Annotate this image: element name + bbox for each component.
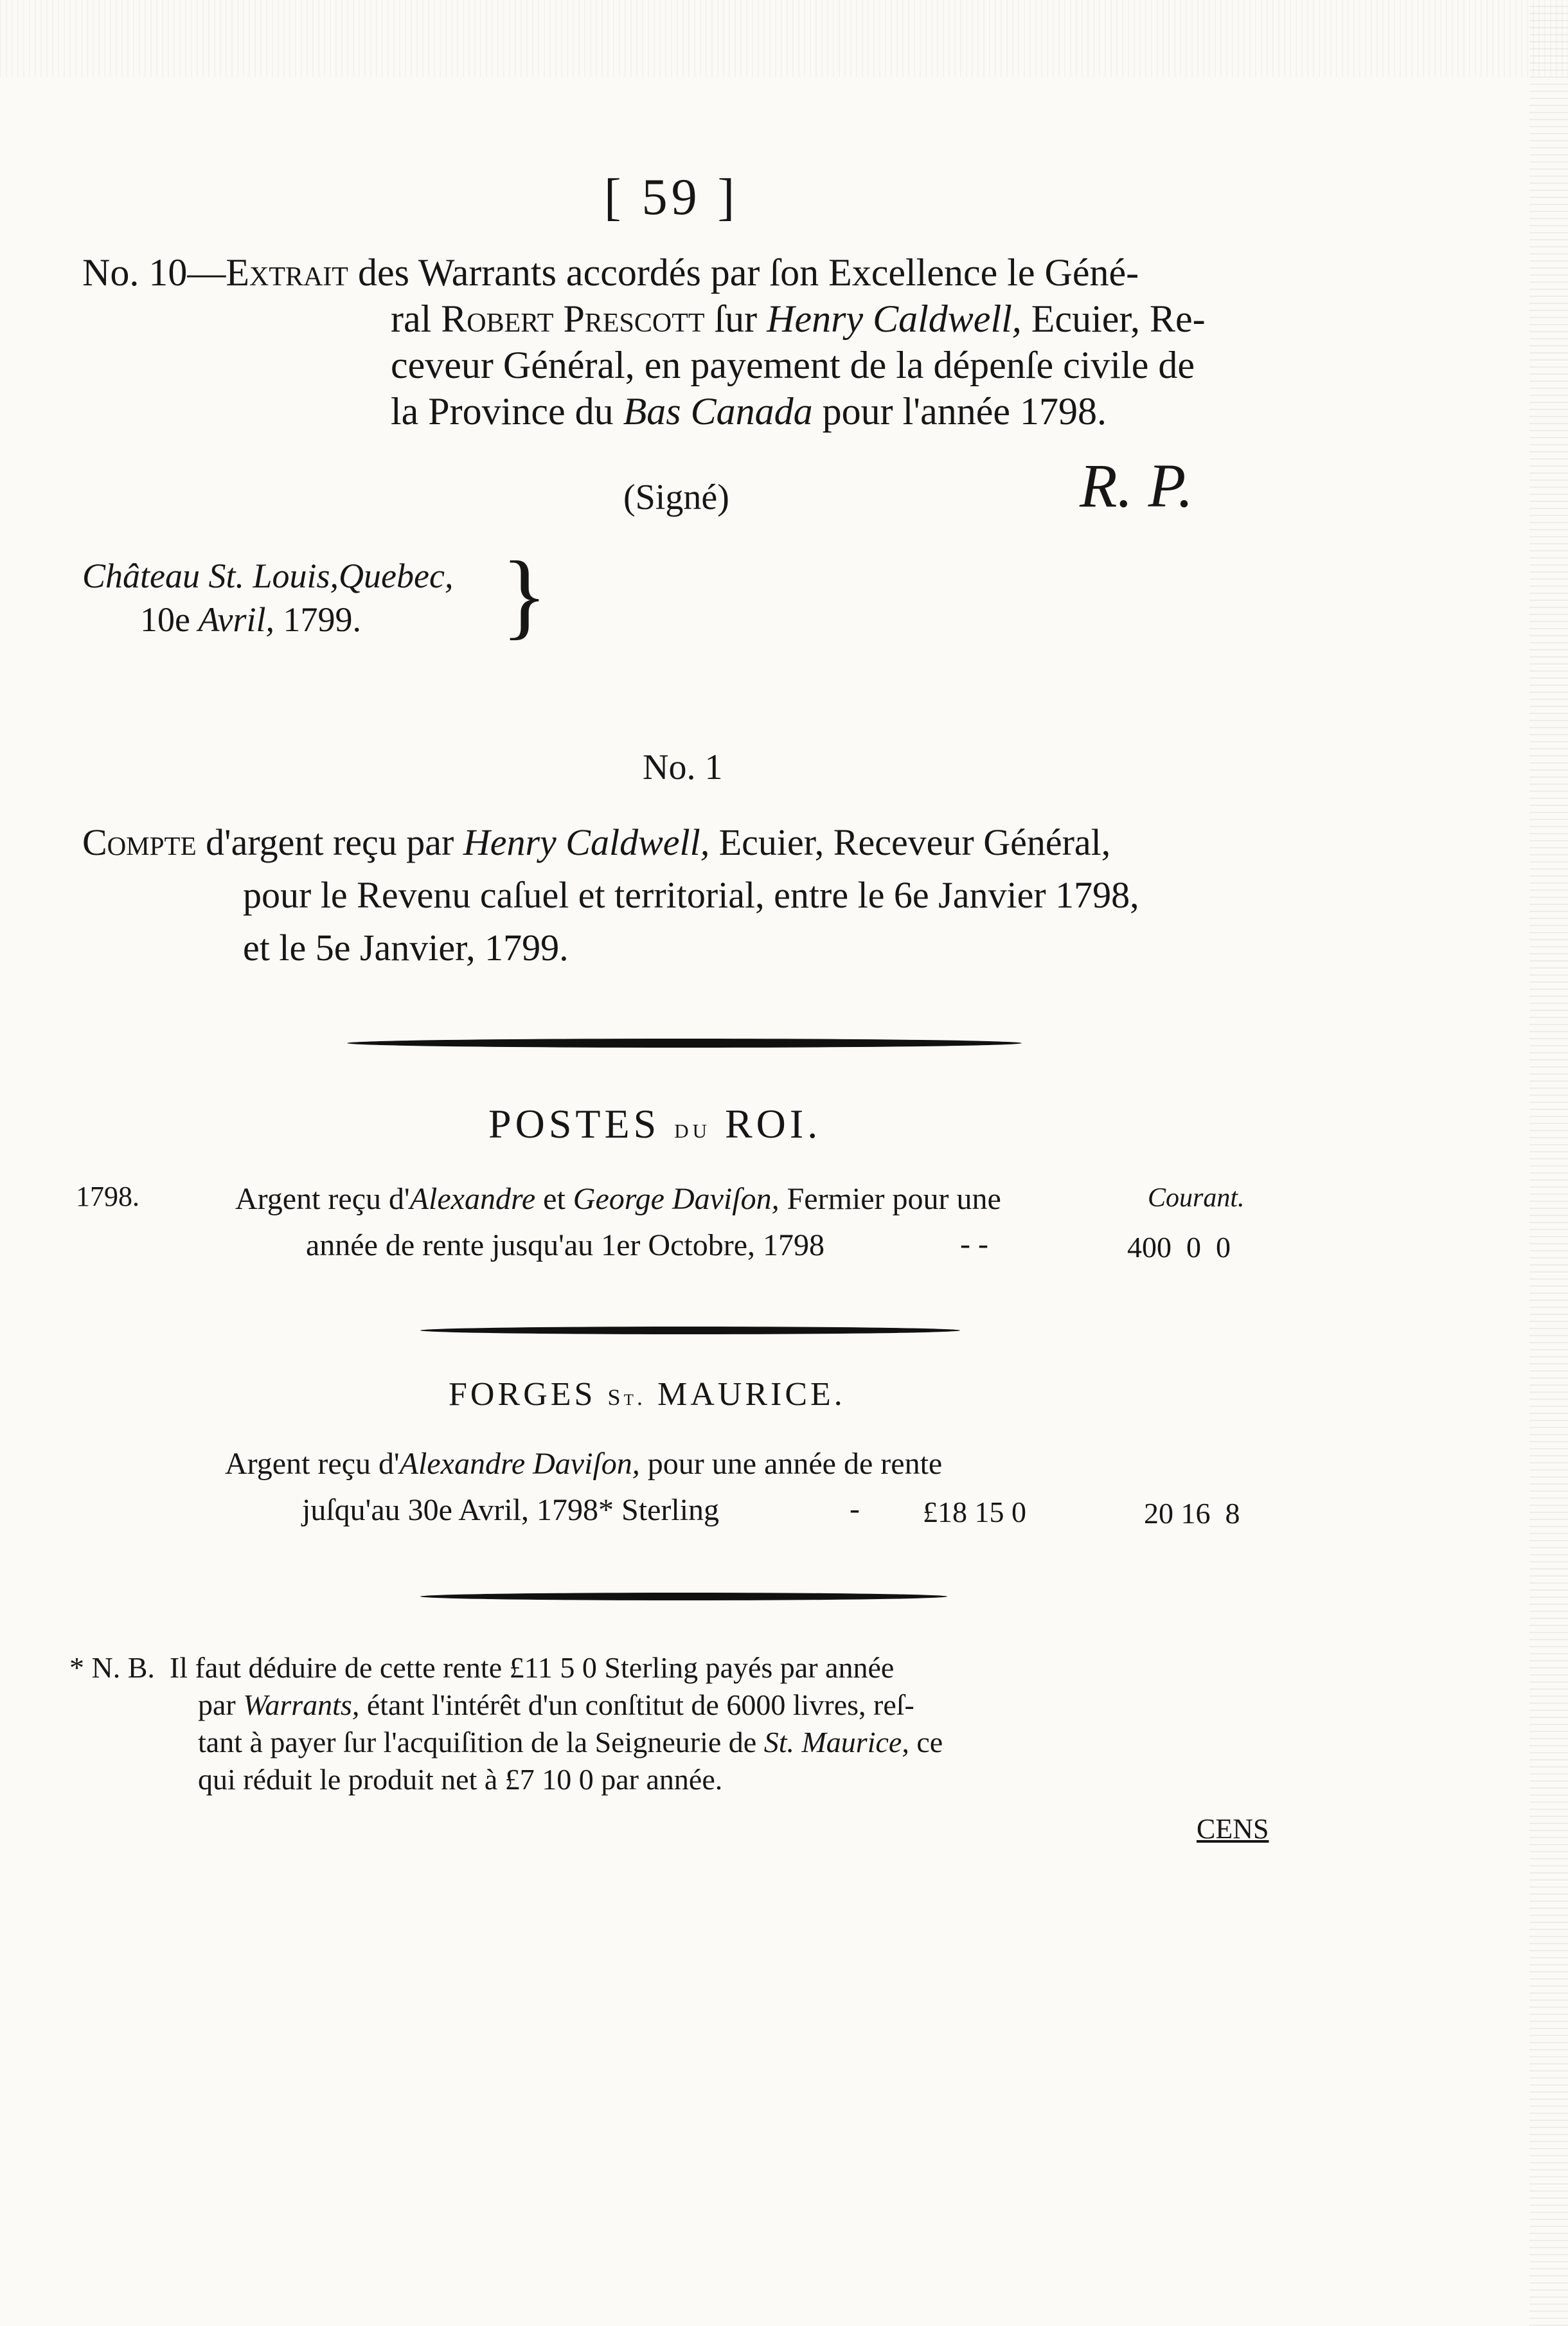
section-10-line4: la Province du Bas Canada pour l'année 1798. [391,390,1107,433]
footnote-line1: * N. B. Il faut déduire de cette rente £11 5 0 Sterling payés par année [69,1651,895,1684]
postes-amount: 400 0 0 [1127,1231,1231,1264]
section-10-line2: ral Robert Prescott ſur Henry Caldwell, Ecuier, Re- [391,298,1206,340]
page-number: [ 59 ] [604,169,739,226]
year-label: 1798. [76,1181,139,1212]
postes-dashes: - - [960,1227,988,1261]
catchword: CENS [1197,1813,1269,1845]
signed-label: (Signé) [623,478,729,517]
forges-entry-line1: Argent reçu d'Alexandre Daviſon, pour une année de rente [225,1447,943,1481]
forges-entry-line2: juſqu'au 30e Avril, 1798* Sterling [302,1493,720,1527]
divider-rule [347,1039,1022,1048]
forges-sterling-amount: £18 15 0 [923,1496,1026,1528]
section-1-line3: et le 5e Janvier, 1799. [243,927,569,969]
divider-rule [420,1593,947,1600]
section-1-line2: pour le Revenu caſuel et territorial, entre le 6e Janvier 1798, [243,874,1139,916]
postes-entry-line2: année de rente jusqu'au 1er Octobre, 1798 [306,1228,824,1262]
section-10-number: No. 10 [82,251,188,294]
section-1-head-word: Compte [82,821,197,863]
place-date [82,554,453,641]
brace-mark: } [501,542,548,649]
date-line: 10e Avril, 1799. [140,600,361,639]
postes-entry-line1: Argent reçu d'Alexandre et George Daviſon, Fermier pour une [235,1182,1001,1216]
section-10-line3: ceveur Général, en payement de la dépenſe civile de [391,344,1195,386]
section-10-head-word: Extrait [226,251,348,294]
section-10-heading: No. 10—Extrait des Warrants accordés par ſon Excellence le Géné- ral Robert Prescott ſur Henry Caldwell, Ecuier, Re- ceveur Général, en payement de la dépenſe civile de la Province du Bas Canada pour l'année 1798. [82,249,1206,434]
postes-title: POSTES du ROI. [488,1101,822,1147]
currency-column-header: Courant. [1148,1183,1245,1213]
forges-title: FORGES St. MAURICE. [449,1376,846,1413]
section-1-number: No. 1 [643,747,723,787]
footnote [69,1649,943,1798]
footnote-line2: par Warrants, étant l'intérêt d'un conſtitut de 6000 livres, reſ- [198,1688,914,1721]
divider-rule [420,1327,960,1334]
forges-amount: 20 16 8 [1144,1497,1240,1530]
section-1-heading: Compte d'argent reçu par Henry Caldwell, Ecuier, Receveur Général, pour le Revenu caſuel et territorial, entre le 6e Janvier 1798, et le 5e Janvier, 1799. [82,816,1139,974]
signature-initials: R. P. [1080,451,1193,520]
footnote-line3: tant à payer ſur l'acquiſition de la Seigneurie de St. Maurice, ce [198,1726,943,1758]
scan-noise [0,0,1568,77]
receiver-name: Henry Caldwell, [767,298,1022,340]
section-10-line1: des Warrants accordés par ſon Excellence le Géné- [357,251,1139,294]
place-line: Château St. Louis,Quebec, [82,557,454,595]
governor-name: Robert Prescott [441,298,705,340]
scan-edge [1529,0,1568,2326]
forges-dash: - [850,1492,860,1526]
footnote-line4: qui réduit le produit net à £7 10 0 par année. [198,1763,723,1796]
